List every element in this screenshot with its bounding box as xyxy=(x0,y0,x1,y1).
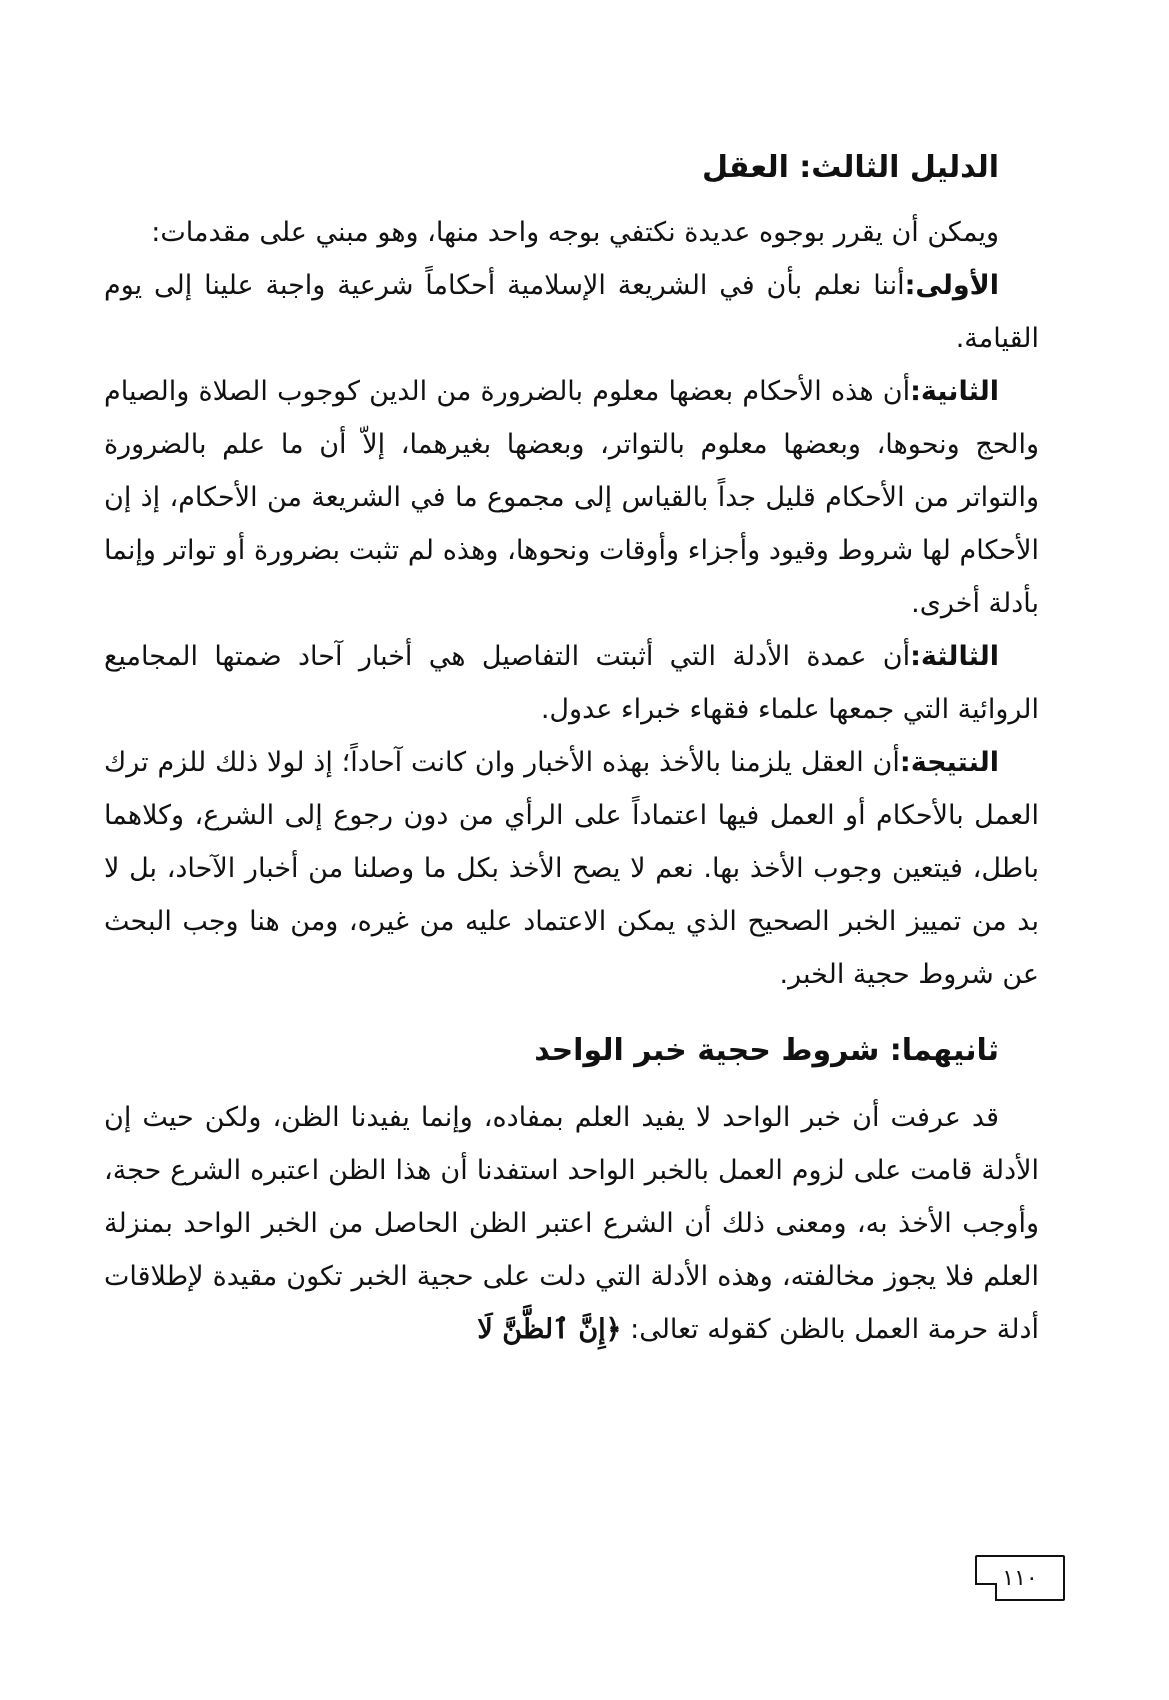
premise-second-text: أن هذه الأحكام بعضها معلوم بالضرورة من الدين كوجوب الصلاة والصيام والحج ونحوها، وبعضها معلوم بالتواتر، وبعضها بغيرهما، إلاّ أن ما علم بالضرورة والتواتر من الأحكام قليل جداً بالقياس إلى مجموع ما في الشريعة من الأحكام، إذ إن الأحكام لها شروط وقيود وأجزاء وأوقات ونحوها، وهذه لم تثبت بضرورة أو تواتر وإنما بأدلة أخرى. xyxy=(104,376,1039,619)
premise-result xyxy=(104,736,1039,1001)
premise-second-label: الثانية: xyxy=(910,376,999,407)
page-number: ١١٠ xyxy=(975,1555,1065,1601)
intro-paragraph: ويمكن أن يقرر بوجوه عديدة نكتفي بوجه واحد منها، وهو مبني على مقدمات: xyxy=(151,217,999,248)
premise-result-label: النتيجة: xyxy=(899,747,999,778)
section-body-paragraph xyxy=(104,1091,1039,1356)
page-corner-fold-icon xyxy=(975,1583,997,1601)
premise-third-text: أن عمدة الأدلة التي أثبتت التفاصيل هي أخبار آحاد ضمتها المجاميع الروائية التي جمعها علماء فقهاء خبراء عدول. xyxy=(104,641,1039,725)
heading-second-conditions: ثانيهما: شروط حجية خبر الواحد xyxy=(534,1033,999,1068)
premise-third-label: الثالثة: xyxy=(910,641,999,672)
premise-first xyxy=(104,259,1039,365)
premise-second xyxy=(104,365,1039,630)
section-body-text: قد عرفت أن خبر الواحد لا يفيد العلم بمفاده، وإنما يفيدنا الظن، ولكن حيث إن الأدلة قامت على لزوم العمل بالخبر الواحد استفدنا أن هذا الظن اعتبره الشرع حجة، وأوجب الأخذ به، ومعنى ذلك أن الشرع اعتبر الظن الحاصل من الخبر الواحد بمنزلة العلم فلا يجوز مخالفته، وهذه الأدلة التي دلت على حجية الخبر تكون مقيدة لإطلاقات أدلة حرمة العمل بالظن كقوله تعالى: xyxy=(104,1102,1039,1345)
page-content xyxy=(104,150,1039,1550)
premise-first-label: الأولى: xyxy=(904,270,999,301)
premise-first-text: أننا نعلم بأن في الشريعة الإسلامية أحكاماً شرعية واجبة علينا إلى يوم القيامة. xyxy=(104,270,1039,354)
quran-verse-snippet: ﴿إِنَّ ٱلظَّنَّ لَا xyxy=(477,1314,622,1345)
premise-third xyxy=(104,630,1039,736)
section-spacer xyxy=(104,1001,1039,1033)
heading-third-evidence: الدليل الثالث: العقل xyxy=(702,150,999,185)
premise-result-text: أن العقل يلزمنا بالأخذ بهذه الأخبار وان كانت آحاداً؛ إذ لولا ذلك للزم ترك العمل بالأحكام أو العمل فيها اعتماداً على الرأي من دون رجوع إلى الشرع، وكلاهما باطل، فيتعين وجوب الأخذ بها. نعم لا يصح الأخذ بكل ما وصلنا من أخبار الآحاد، بل لا بد من تمييز الخبر الصحيح الذي يمكن الاعتماد عليه من غيره، ومن هنا وجب البحث عن شروط حجية الخبر. xyxy=(104,747,1039,990)
